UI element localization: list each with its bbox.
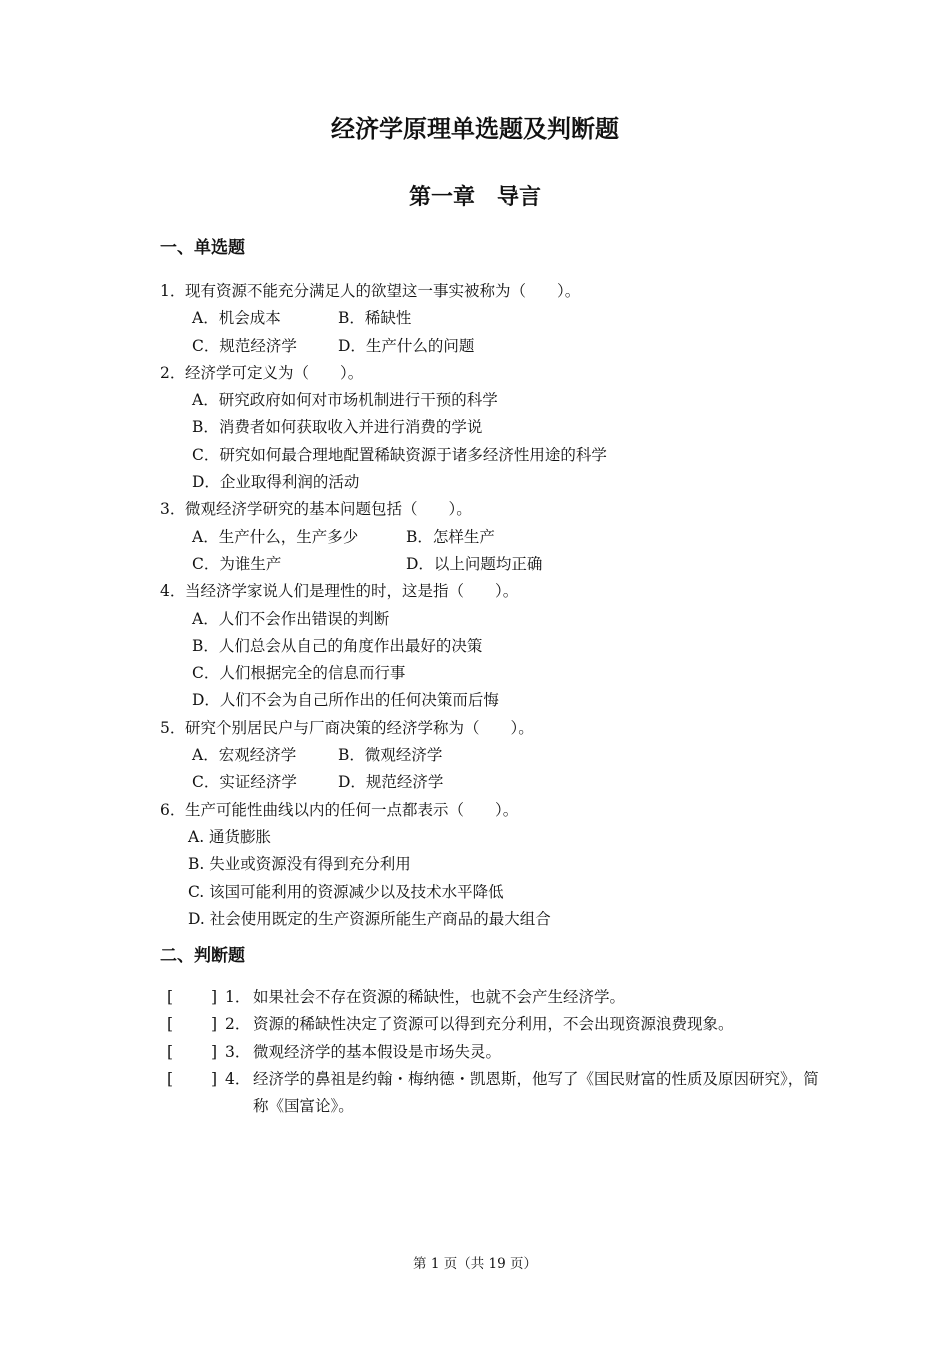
question-text: 现有资源不能充分满足人的欲望这一事实被称为（ ）。 [185,282,581,300]
answer-bracket-close: ] [211,1042,218,1061]
option: C. 该国可能利用的资源减少以及技术水平降低 [188,882,504,901]
section-heading-single-choice: 一、单选题 [160,238,245,258]
chapter-title: 第一章 导言 [408,185,541,210]
document-title: 经济学原理单选题及判断题 [331,115,619,143]
judgment-number: 1． [225,988,251,1006]
question-6: 6．生产可能性曲线以内的任何一点都表示（ ）。 [160,800,519,819]
judgment-list [167,984,827,1120]
option: D．生产什么的问题 [338,336,475,355]
question-5: 5．研究个别居民户与厂商决策的经济学称为（ ）。 [160,718,534,737]
option: D．人们不会为自己所作出的任何决策而后悔 [192,691,499,710]
question-text: 研究个别居民户与厂商决策的经济学称为（ ）。 [185,718,534,737]
option-row [160,769,820,796]
option: B．稀缺性 [338,309,412,328]
option: C．实证经济学 [192,773,297,792]
option: A．宏观经济学 [192,746,297,765]
option: A．人们不会作出错误的判断 [192,609,390,628]
option-row [160,305,820,332]
question-text: 生产可能性曲线以内的任何一点都表示（ ）。 [185,800,519,819]
section-heading-true-false: 二、判断题 [160,946,245,966]
option: B．消费者如何获取收入并进行消费的学说 [192,418,483,437]
option: A．机会成本 [192,309,281,328]
judgment-number: 4． [225,1069,251,1088]
judgment-item-4 [167,1066,827,1121]
option: C．人们根据完全的信息而行事 [192,664,406,683]
question-3: 3．微观经济学研究的基本问题包括（ ）。 [160,500,472,519]
option: D．企业取得利润的活动 [192,473,360,492]
option: B．人们总会从自己的角度作出最好的决策 [192,636,483,655]
option-row [160,551,820,578]
judgment-text: 如果社会不存在资源的稀缺性，也就不会产生经济学。 [253,988,626,1006]
answer-bracket-open: [ [167,1042,174,1061]
option: B. 失业或资源没有得到充分利用 [188,855,411,874]
option-row [160,742,820,769]
page-footer: 第 1 页（共 19 页） [413,1256,537,1272]
option: A．研究政府如何对市场机制进行干预的科学 [192,391,498,410]
judgment-item-3 [167,1039,827,1066]
option: C．规范经济学 [192,336,297,355]
question-1: 1．现有资源不能充分满足人的欲望这一事实被称为（ ）。 [160,282,581,300]
question-text: 微观经济学研究的基本问题包括（ ）。 [185,500,472,519]
judgment-text: 微观经济学的基本假设是市场失灵。 [253,1042,502,1061]
answer-bracket-open: [ [167,1015,174,1034]
question-text: 当经济学家说人们是理性的时，这是指（ ）。 [185,582,519,601]
option: B．怎样生产 [406,527,495,546]
option: B．微观经济学 [338,746,443,765]
judgment-number: 3． [225,1042,251,1061]
judgment-item-2 [167,1011,827,1038]
option: C．研究如何最合理地配置稀缺资源于诸多经济性用途的科学 [192,445,607,464]
option: A. 通货膨胀 [188,827,272,846]
question-4: 4．当经济学家说人们是理性的时，这是指（ ）。 [160,582,519,601]
answer-bracket-open: [ [167,988,174,1006]
question-2: 2．经济学可定义为（ ）。 [160,363,364,382]
judgment-text: 资源的稀缺性决定了资源可以得到充分利用，不会出现资源浪费现象。 [253,1015,734,1034]
option: C．为谁生产 [192,554,282,573]
answer-bracket-close: ] [211,1069,218,1088]
option: D. 社会使用既定的生产资源所能生产商品的最大组合 [188,909,551,928]
option: A．生产什么，生产多少 [192,527,359,546]
option-row [160,333,820,360]
question-text: 经济学可定义为（ ）。 [185,363,364,382]
judgment-text: 经济学的鼻祖是约翰・梅纳德・凯恩斯，他写了《国民财富的性质及原因研究》，简称《国富论》。 [253,1069,819,1116]
judgment-item-1 [167,984,827,1011]
judgment-number: 2． [225,1015,251,1034]
answer-bracket-close: ] [211,1015,218,1034]
answer-bracket-close: ] [211,988,218,1006]
option: D．以上问题均正确 [406,554,543,573]
option: D．规范经济学 [338,773,444,792]
option-row [160,524,820,551]
answer-bracket-open: [ [167,1069,174,1088]
question-list [160,278,820,933]
